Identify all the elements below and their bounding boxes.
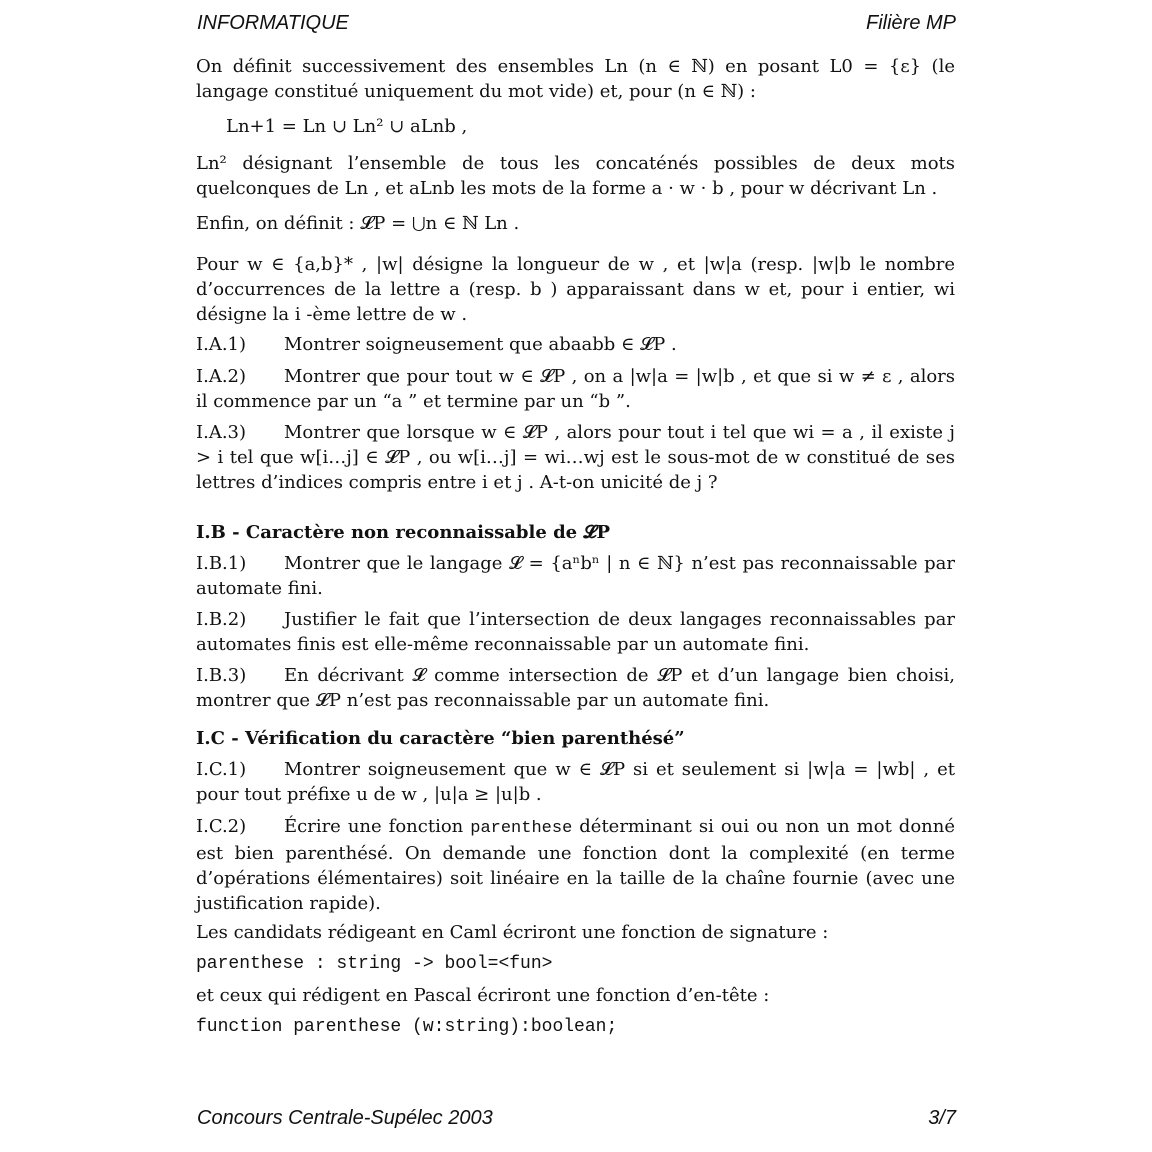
- question-text: Montrer que le langage 𝓛 = {aⁿbⁿ | n ∈ ℕ} n’est pas reconnaissable par automate fini.: [196, 553, 955, 599]
- question-label: I.C.2): [196, 816, 247, 837]
- header-subject: INFORMATIQUE: [197, 12, 349, 34]
- question-text-before: Écrire une fonction: [284, 816, 471, 837]
- pascal-intro: et ceux qui rédigent en Pascal écriront une fonction d’en-tête :: [196, 985, 770, 1006]
- question-text: Montrer que pour tout w ∈ 𝓛P , on a |w|a = |w|b , et que si w ≠ ε , alors il commence par un “a ” et termine par un “b ”.: [196, 366, 955, 412]
- question-label: I.C.1): [196, 759, 247, 780]
- recurrence-formula: Ln+1 = Ln ∪ Ln² ∪ aLnb ,: [226, 116, 468, 137]
- pascal-signature-code: function parenthese (w:string):boolean;: [196, 1017, 618, 1037]
- intro-paragraph-2: Ln² désignant l’ensemble de tous les concaténés possibles de deux mots quelconques de Ln , et aLnb les mots de la forme a · w · b , pour w décrivant Ln .: [196, 153, 955, 199]
- footer-page-number: 3/7: [928, 1107, 956, 1129]
- question-ib1: [196, 551, 955, 601]
- question-label: I.B.1): [196, 553, 247, 574]
- section-ic-title: I.C - Vérification du caractère “bien parenthésé”: [196, 728, 685, 749]
- intro-paragraph-4: Pour w ∈ {a,b}* , |w| désigne la longueur de w , et |w|a (resp. |w|b le nombre d’occurrences de la lettre a (resp. b ) apparaissant dans w et, pour i entier, wi désigne la i -ème lettre de w .: [196, 254, 955, 325]
- question-text-after: déterminant si oui ou non un mot donné est bien parenthésé. On demande une fonction dont la complexité (en terme d’opérations élémentaires) soit linéaire en la taille de la chaîne fournie (avec une justification rapide).: [196, 816, 955, 914]
- question-text: Montrer que lorsque w ∈ 𝓛P , alors pour tout i tel que wi = a , il existe j > i tel que w[i…j] ∈ 𝓛P , ou w[i…j] = wi…wj est le sous-mot de w constitué de ses lettres d’indices compris entre i et j . A-t-on unicité de j ?: [196, 422, 955, 493]
- question-ic1: [196, 757, 955, 807]
- header-track: Filière MP: [865, 12, 956, 34]
- caml-intro: Les candidats rédigeant en Caml écriront une fonction de signature :: [196, 922, 829, 943]
- question-ia1: [196, 332, 955, 357]
- question-label: I.A.2): [196, 366, 247, 387]
- question-text: Justifier le fait que l’intersection de deux langages reconnaissables par automates finis est elle-même reconnaissable par un automate fini.: [196, 609, 955, 655]
- section-ib-title: I.B - Caractère non reconnaissable de 𝓛P: [196, 522, 610, 543]
- question-ia2: [196, 364, 955, 414]
- question-text: En décrivant 𝓛 comme intersection de 𝓛P et d’un langage bien choisi, montrer que 𝓛P n’est pas reconnaissable par un automate fini.: [196, 665, 955, 711]
- question-label: I.B.2): [196, 609, 247, 630]
- question-text: Montrer soigneusement que w ∈ 𝓛P si et seulement si |w|a = |wb| , et pour tout préfixe u de w , |u|a ≥ |u|b .: [196, 759, 955, 805]
- intro-paragraph-1: On définit successivement des ensembles Ln (n ∈ ℕ) en posant L0 = {ε} (le langage constitué uniquement du mot vide) et, pour (n ∈ ℕ) :: [196, 56, 955, 102]
- question-ic2: [196, 814, 955, 916]
- question-ib3: [196, 663, 955, 713]
- question-label: I.A.3): [196, 422, 247, 443]
- question-label: I.B.3): [196, 665, 247, 686]
- caml-signature-code: parenthese : string -> bool=<fun>: [196, 954, 553, 974]
- question-text: Montrer soigneusement que abaabb ∈ 𝓛P .: [284, 334, 677, 355]
- function-name-code: parenthese: [470, 819, 573, 838]
- footer-contest: Concours Centrale-Supélec 2003: [197, 1107, 493, 1129]
- intro-definition-lp: Enfin, on définit : 𝓛P = ⋃n ∈ ℕ Ln .: [196, 213, 520, 234]
- question-label: I.A.1): [196, 334, 247, 355]
- question-ib2: [196, 607, 955, 657]
- question-ia3: [196, 420, 955, 495]
